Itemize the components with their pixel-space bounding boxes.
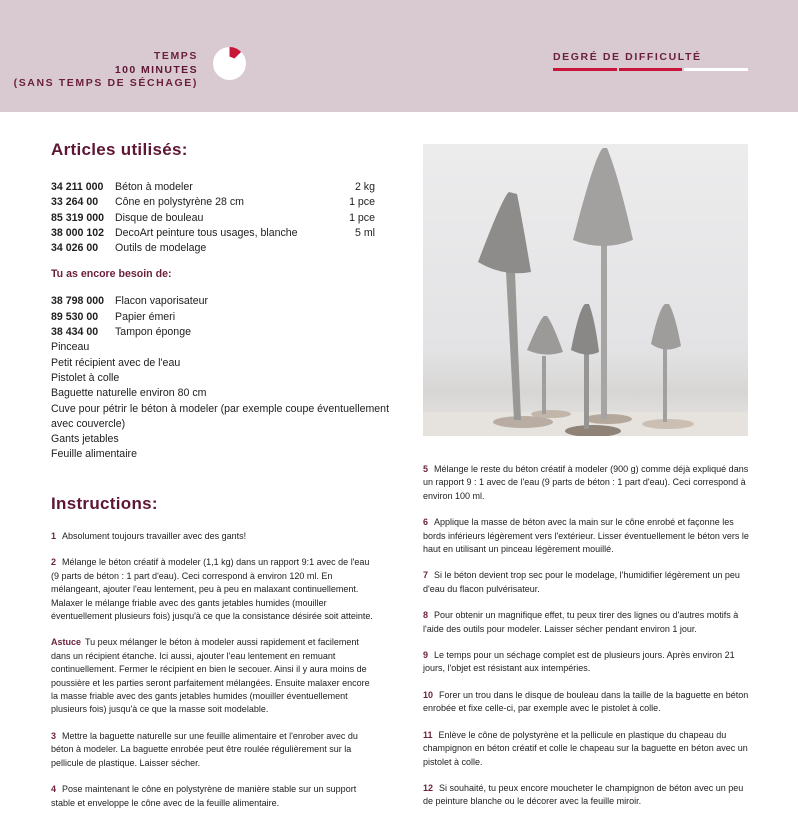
needs-list xyxy=(51,294,391,462)
articles-list xyxy=(51,180,391,256)
mushroom-cap xyxy=(527,316,563,355)
time-note: (SANS TEMPS DE SÉCHAGE) xyxy=(13,77,198,89)
mushroom-cap xyxy=(478,192,531,273)
need-row xyxy=(51,325,391,340)
need-item: Pinceau xyxy=(51,341,90,354)
need-item: Cuve pour pétrir le béton à modeler (par exemple coupe éventuellement avec couvercle) xyxy=(51,402,390,430)
need-name: Tampon éponge xyxy=(115,326,191,339)
instruction-step xyxy=(423,569,751,596)
mushroom-stem xyxy=(506,272,521,420)
difficulty-segment xyxy=(553,68,617,71)
step-text: Tu peux mélanger le béton à modeler aussi rapidement et facilement dans un récipient étanche. Ici aussi, ajouter l'eau lentement en remuant continuellement. Fermer le récipient en bien le secouer. Ainsi il y aura moins de poussière et les parties seront parfaitement mélangées. Ensuite malaxer encore la masse friable avec des gants jetables humides (mouiller éventuellement plusieurs fois) jusqu'à ce que la masse soit modelable. xyxy=(51,637,370,715)
need-row xyxy=(51,294,391,309)
instructions-title: Instructions: xyxy=(51,494,158,513)
article-name: Cône en polystyrène 28 cm xyxy=(115,196,244,209)
instructions-left xyxy=(51,530,373,823)
pie-clock-icon xyxy=(213,47,246,80)
mushroom-stem xyxy=(542,356,546,414)
step-number: 8 xyxy=(423,610,429,621)
step-number: 6 xyxy=(423,517,429,528)
instruction-step xyxy=(423,729,751,769)
step-number: 1 xyxy=(51,531,57,541)
article-row xyxy=(51,211,391,226)
step-number: 7 xyxy=(423,570,429,581)
tip-label: Astuce xyxy=(51,637,82,648)
mushroom-stem xyxy=(601,239,607,419)
materials-column xyxy=(51,140,391,463)
article-code: 34 026 00 xyxy=(51,242,99,255)
needs-title: Tu as encore besoin de: xyxy=(51,268,172,281)
step-number: 2 xyxy=(51,557,57,568)
wood-disc xyxy=(493,416,553,428)
need-code: 38 434 00 xyxy=(51,326,99,339)
mushroom-stem xyxy=(584,349,589,429)
step-text: Forer un trou dans le disque de bouleau dans la taille de la baguette en béton enrobée et fixe celle-ci, par exemple avec le pistolet à colle. xyxy=(423,689,749,714)
time-value: 100 MINUTES xyxy=(114,63,198,76)
article-row xyxy=(51,241,391,256)
difficulty-segment xyxy=(619,68,683,71)
need-row xyxy=(51,310,391,325)
step-text: Pose maintenant le cône en polystyrène de manière stable sur un support stable et enveloppe le cône avec de la feuille alimentaire. xyxy=(51,784,357,808)
need-name: Flacon vaporisateur xyxy=(115,295,209,308)
article-row xyxy=(51,226,391,241)
mushroom-cap xyxy=(573,148,633,246)
article-code: 85 319 000 xyxy=(51,211,105,224)
step-number: 11 xyxy=(423,729,433,740)
article-code: 34 211 000 xyxy=(51,181,104,193)
step-number: 9 xyxy=(423,650,429,661)
step-number: 3 xyxy=(51,730,57,741)
wood-disc xyxy=(642,419,694,429)
article-name: Disque de bouleau xyxy=(115,211,204,224)
article-qty: 1 pce xyxy=(349,196,375,209)
article-name: Béton à modeler xyxy=(115,181,193,193)
time-block xyxy=(14,50,198,91)
article-row xyxy=(51,195,391,210)
step-number: 12 xyxy=(423,782,434,793)
wood-disc xyxy=(584,414,632,424)
step-text: Mélange le béton créatif à modeler (1,1 kg) dans un rapport 9:1 avec de l'eau (9 parts de béton : 1 part d'eau). Ceci correspond à environ 120 ml. En mélangeant, ajouter l'eau lentement, peu à peu en malaxant continuellement. Malaxer le mélange friable avec des gants jetables humides (mouiller éventuellement plusieurs fois) jusqu'à ce que la consistance désirée soit atteinte. xyxy=(51,557,373,622)
need-item: Pistolet à colle xyxy=(51,371,120,384)
step-text: Applique la masse de béton avec la main sur le cône enrobé et façonne les bords inférieurs légèrement vers l'extérieur. Lisser éventuellement le béton vers le haut en utilisant un pinceau légèrement mouillé. xyxy=(423,517,749,555)
article-code: 38 000 102 xyxy=(51,226,105,239)
need-item: Feuille alimentaire xyxy=(51,448,137,461)
instruction-step xyxy=(51,636,373,716)
instruction-step xyxy=(51,530,373,543)
instruction-step xyxy=(51,783,373,810)
instructions-right xyxy=(423,463,751,822)
step-text: Mettre la baguette naturelle sur une feuille alimentaire et l'enrober avec du béton à modeler. La baguette enrobée peut être roulée régulièrement sur la pellicule de plastique. Laisser sécher. xyxy=(51,730,358,768)
mushroom-stem xyxy=(663,344,667,422)
article-qty: 1 pce xyxy=(349,211,375,224)
wood-disc xyxy=(531,410,571,418)
instruction-step xyxy=(423,689,751,716)
mushroom-cap xyxy=(651,304,681,350)
need-name: Papier émeri xyxy=(115,310,176,323)
step-text: Enlève le cône de polystyrène et la pellicule en plastique du chapeau du champignon en béton créatif et colle le chapeau sur la baguette en béton avec un pistolet à colle. xyxy=(423,729,748,767)
time-label: TEMPS xyxy=(153,50,198,62)
article-row xyxy=(51,180,391,195)
article-qty xyxy=(331,241,391,256)
difficulty-meter xyxy=(553,68,748,71)
header-band xyxy=(0,0,798,112)
step-text: Si le béton devient trop sec pour le modelage, l'humidifier légèrement un peu d'eau du flacon pulvérisateur. xyxy=(423,570,740,594)
instruction-step xyxy=(423,609,751,636)
step-text: Pour obtenir un magnifique effet, tu peux tirer des lignes ou d'autres motifs à l'aide des outils pour modeler. Laisser sécher pendant environ 1 jour. xyxy=(423,610,739,634)
instruction-step xyxy=(423,782,751,809)
instruction-step xyxy=(51,730,373,770)
mushroom-photo xyxy=(423,144,748,436)
step-number: 10 xyxy=(423,689,434,700)
instruction-step xyxy=(51,556,373,623)
mushroom-cap xyxy=(571,304,599,355)
article-code: 33 264 00 xyxy=(51,196,99,209)
instruction-step xyxy=(423,649,751,676)
step-text: Mélange le reste du béton créatif à modeler (900 g) comme déjà expliqué dans un rapport 9 : 1 avec de l'eau (9 parts de béton : 1 part d'eau). Ceci correspond à environ 100 ml. xyxy=(423,464,749,501)
articles-title: Articles utilisés: xyxy=(51,140,188,159)
step-text: Absolument toujours travailler avec des gants! xyxy=(62,531,247,541)
step-text: Le temps pour un séchage complet est de plusieurs jours. Après environ 21 jours, l'objet est résistant aux intempéries. xyxy=(423,650,735,674)
step-number: 4 xyxy=(51,784,57,795)
article-name: DecoArt peinture tous usages, blanche xyxy=(115,226,298,239)
mushroom-illustration xyxy=(423,144,748,436)
need-item: Baguette naturelle environ 80 cm xyxy=(51,387,207,400)
need-code: 89 530 00 xyxy=(51,310,99,323)
need-code: 38 798 000 xyxy=(51,295,105,308)
step-number: 5 xyxy=(423,464,429,474)
difficulty-label: DEGRÉ DE DIFFICULTÉ xyxy=(553,51,702,63)
article-qty: 5 ml xyxy=(354,226,375,239)
article-name: Outils de modelage xyxy=(115,242,207,255)
need-item: Gants jetables xyxy=(51,433,119,446)
instruction-step xyxy=(423,463,751,503)
difficulty-segment xyxy=(684,68,748,71)
difficulty-block xyxy=(553,51,748,71)
need-item: Petit récipient avec de l'eau xyxy=(51,356,181,369)
step-text: Si souhaité, tu peux encore moucheter le champignon de béton avec un peu de peinture blanche ou le décorer avec la feuille miroir. xyxy=(423,782,744,807)
article-qty: 2 kg xyxy=(354,181,375,193)
instruction-step xyxy=(423,516,751,556)
